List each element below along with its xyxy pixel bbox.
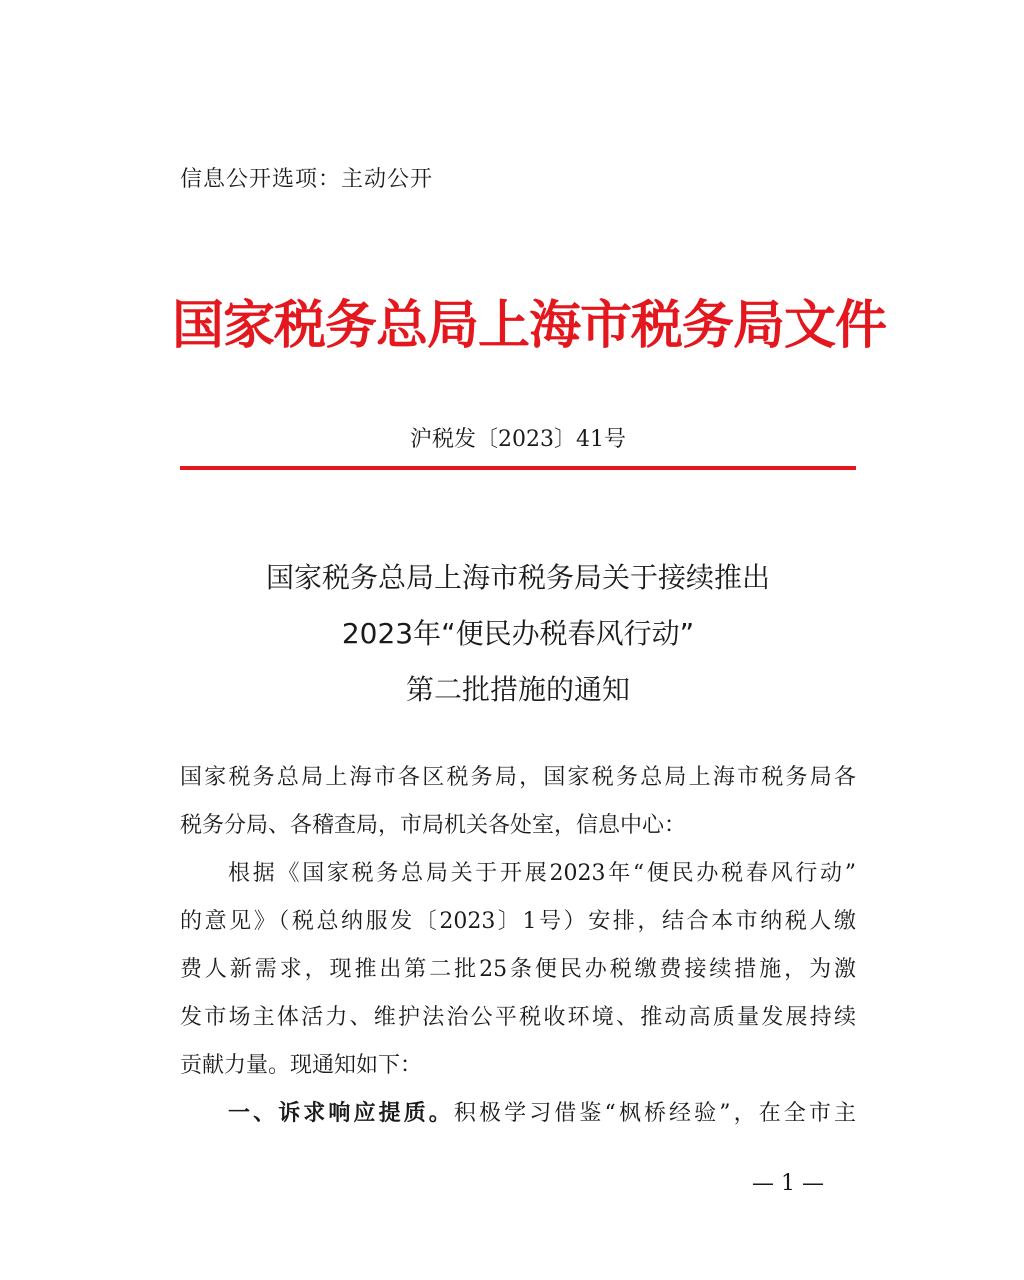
recipients-line: 税务分局、各稽查局，市局机关各处室，信息中心： bbox=[180, 813, 687, 838]
recipients-line: 国家税务总局上海市各区税务局，国家税务总局上海市税务局各 bbox=[180, 765, 856, 790]
title-line: 第二批措施的通知 bbox=[405, 673, 630, 706]
paragraph-line: 的意见》（税总纳服发〔2023〕1号）安排，结合本市纳税人缴 bbox=[180, 909, 856, 934]
section-text: 积极学习借鉴“枫桥经验”，在全市主 bbox=[453, 1101, 856, 1126]
disclosure-option: 信息公开选项：主动公开 bbox=[180, 167, 434, 192]
document-title bbox=[160, 556, 876, 724]
page-number: — 1 — bbox=[752, 1171, 824, 1196]
document-number: 沪税发〔2023〕41号 bbox=[410, 427, 626, 452]
title-line: 国家税务总局上海市税务局关于接续推出 bbox=[265, 561, 770, 594]
section-line bbox=[180, 1094, 856, 1142]
paragraph-line: 贡献力量。现通知如下： bbox=[180, 1053, 423, 1078]
title-line: 2023年“便民办税春风行动” bbox=[341, 617, 695, 650]
section-heading: 一、诉求响应提质。 bbox=[228, 1101, 454, 1126]
document-body bbox=[180, 758, 856, 1142]
red-divider-line bbox=[180, 466, 856, 470]
paragraph-line: 费人新需求，现推出第二批25条便民办税缴费接续措施，为激 bbox=[180, 957, 856, 982]
paragraph-line: 根据《国家税务总局关于开展2023年“便民办税春风行动” bbox=[228, 861, 856, 886]
paragraph-line: 发市场主体活力、维护法治公平税收环境、推动高质量发展持续 bbox=[180, 1005, 856, 1030]
document-header-title: 国家税务总局上海市税务局文件 bbox=[172, 295, 887, 356]
